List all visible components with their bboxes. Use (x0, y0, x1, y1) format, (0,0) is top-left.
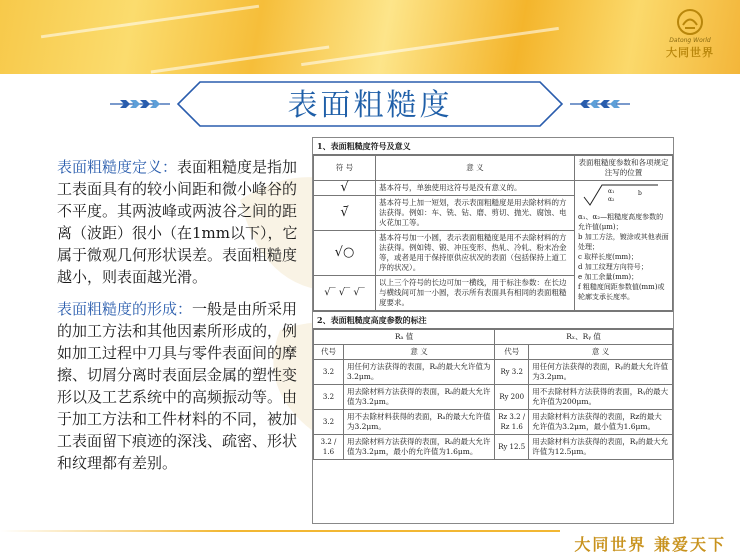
svg-text:α₂: α₂ (608, 196, 615, 203)
table1-header-position: 表面粗糙度参数和各项规定注写的位置 (575, 156, 673, 181)
table-row (314, 360, 673, 385)
table2-title: 2、表面粗糙度高度参数的标注 (313, 311, 673, 329)
table-row (314, 435, 673, 460)
header-banner (0, 0, 740, 74)
table-row (314, 410, 673, 435)
formation-body: 一般是由所采用的加工方法和其他因素所形成的，例如加工过程中刀具与零件表面间的摩擦、切屑分离时表面层金属的塑性变形以及工艺系统中的高频振动等。由于加工方法和工件材料的不同，被加工表面留下痕迹的深浅、疏密、形状和纹理都有差别。 (57, 300, 298, 472)
legend-item: d 加工纹理方向符号； (578, 263, 648, 271)
definition-paragraph (57, 156, 307, 288)
meaning-cell: 用去除材料方法获得的表面，Rₐ的最大允许值为3.2μm。 (344, 385, 495, 410)
meaning-cell: 用任何方法获得的表面，Rᵧ的最大允许值为3.2μm。 (529, 360, 673, 385)
table2-right-header: Rₓ、Rᵧ 值 (495, 330, 673, 345)
meaning-cell: 用任何方法获得的表面，Rₐ的最大允许值为3.2μm。 (344, 360, 495, 385)
table2-subheader: 代号 (495, 345, 529, 360)
legend-item: c 取样长度(mm)； (578, 253, 638, 261)
meaning-cell: 用不去除材料获得的表面，Rₐ的最大允许值为3.2μm。 (344, 410, 495, 435)
symbol-cell: √○ (314, 231, 376, 276)
table2-subheader: 意 义 (344, 345, 495, 360)
table1-header-symbol: 符 号 (314, 156, 376, 181)
legend-item: b 加工方法，镀涂或其他表面处理； (578, 233, 669, 251)
definition-body: 表面粗糙度是指加工表面具有的较小间距和微小峰谷的不平度。其两波峰或两波谷之间的距离（波距）很小（在1mm以下），它属于微观几何形状误差。表面粗糙度越小，则表面越光滑。 (57, 158, 298, 286)
symbol-cell: √̄ (314, 196, 376, 231)
code-cell: 3.2 (314, 360, 344, 385)
meaning-cell: 基本符号，单独使用这符号是没有意义的。 (376, 181, 575, 196)
formation-heading: 表面粗糙度的形成： (57, 300, 193, 318)
svg-text:b: b (638, 190, 642, 197)
meaning-cell: 用去除材料方法获得的表面，Rᵧ的最大允许值为12.5μm。 (529, 435, 673, 460)
legend-item: α₁、α₂—粗糙度高度参数的允许值(μm)； (578, 213, 664, 231)
code-cell: Rz 3.2 / Rz 1.6 (495, 410, 529, 435)
table2-subheader: 代号 (314, 345, 344, 360)
table1-header-meaning: 意 义 (376, 156, 575, 181)
svg-text:α₁: α₁ (608, 188, 615, 195)
footer-slogan: 大同世界 兼爱天下 (574, 535, 726, 554)
code-cell: Ry 12.5 (495, 435, 529, 460)
code-cell: 3.2 (314, 385, 344, 410)
page-title: 表面粗糙度 (287, 88, 453, 123)
meaning-cell: 以上三个符号的长边可加一横线，用于标注参数：在长边与横线间可加一小圆，表示所有表面具有相同的表面粗糙度要求。 (376, 276, 575, 311)
symbol-cell: √‾ √‾ √‾ (314, 276, 376, 311)
formation-paragraph (57, 298, 307, 474)
symbol-cell: √ (314, 181, 376, 196)
title-frame (110, 76, 630, 132)
legend-cell (575, 181, 673, 311)
meaning-cell: 基本符号加一小圆，表示表面粗糙度是用不去除材料的方法获得。例如铸、锻、冲压变形、热轧、冷轧、粉末冶金等，或者是用于保持原供应状况的表面（包括保持上道工序的状况）。 (376, 231, 575, 276)
body-text (57, 156, 307, 484)
code-cell: 3.2 / 1.6 (314, 435, 344, 460)
definition-heading: 表面粗糙度定义： (57, 158, 178, 176)
table1-title: 1、表面粗糙度符号及意义 (313, 138, 673, 155)
logo-emblem-icon (676, 8, 704, 36)
meaning-cell: 基本符号上加一短划，表示表面粗糙度是用去除材料的方法获得。例如：车、铣、钻、磨、剪切、抛光、腐蚀、电火花加工等。 (376, 196, 575, 231)
symbols-table (313, 155, 673, 311)
logo-english-text: Datong World (669, 37, 711, 44)
table-row (314, 385, 673, 410)
parameters-table (313, 329, 673, 460)
company-logo (660, 8, 720, 70)
logo-chinese-text: 大同世界 (666, 46, 714, 59)
roughness-reference-table (312, 137, 674, 524)
meaning-cell: 用不去除材料方法获得的表面，Rᵧ的最大允许值为200μm。 (529, 385, 673, 410)
table2-subheader: 意 义 (529, 345, 673, 360)
code-cell: Ry 200 (495, 385, 529, 410)
table2-left-header: Rₐ 值 (314, 330, 495, 345)
code-cell: 3.2 (314, 410, 344, 435)
legend-item: e 加工余量(mm)； (578, 273, 639, 281)
footer-divider (0, 530, 560, 532)
legend-item: f 粗糙度间距参数值(mm)或轮廓支承长度率。 (578, 283, 665, 301)
meaning-cell: 用去除材料方法获得的表面，Rₐ的最大允许值为3.2μm，最小的允许值为1.6μm。 (344, 435, 495, 460)
roughness-symbol-diagram-icon (578, 183, 668, 209)
code-cell: Ry 3.2 (495, 360, 529, 385)
meaning-cell: 用去除材料方法获得的表面，Rz的最大允许值为3.2μm，最小值为1.6μm。 (529, 410, 673, 435)
